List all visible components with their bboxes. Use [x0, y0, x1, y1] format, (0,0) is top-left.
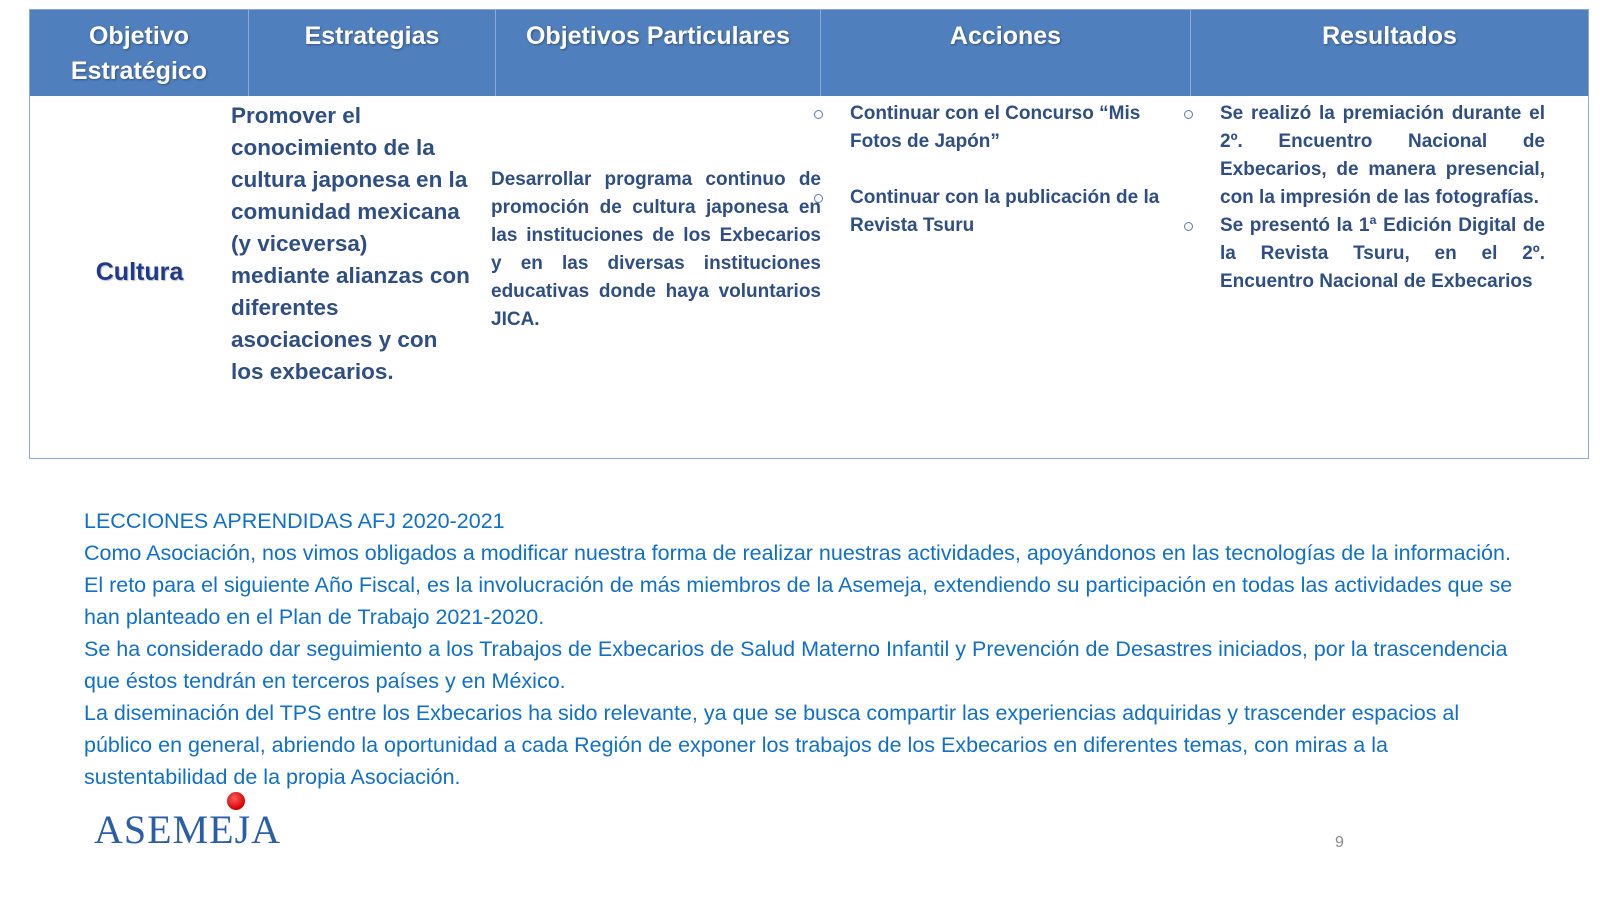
header-objetivo-estrategico: Objetivo Estratégico — [30, 10, 249, 96]
resultados-list — [1184, 100, 1545, 296]
accion-text: Continuar con la publicación de la Revista Tsuru — [850, 187, 1160, 236]
accion-text: Continuar con el Concurso “Mis Fotos de Japón” — [850, 103, 1141, 152]
lessons-section — [84, 505, 1514, 793]
list-item — [1184, 212, 1545, 296]
header-acciones: Acciones — [821, 10, 1191, 96]
lessons-paragraph: Como Asociación, nos vimos obligados a modificar nuestra forma de realizar nuestras actividades, apoyándonos en las tecnologías de la información. El reto para el siguiente Año Fiscal, es la involucración de más miembros de la Asemeja, extendiendo su participación en todas las actividades que se han planteado en el Plan de Trabajo 2021-2020. — [84, 541, 1513, 629]
estrategia-text: Promover el conocimiento de la cultura japonesa en la comunidad mexicana (y viceversa) mediante alianzas con diferentes asociaciones y con los exbecarios. — [231, 103, 470, 384]
asemeja-logo — [90, 792, 282, 862]
acciones-list — [814, 100, 1166, 268]
header-objetivos-particulares: Objetivos Particulares — [496, 10, 821, 96]
header-estrategias: Estrategias — [249, 10, 496, 96]
logo-text: ASEMEJA — [94, 807, 282, 852]
lessons-paragraph: Se ha considerado dar seguimiento a los Trabajos de Exbecarios de Salud Materno Infantil y Prevención de Desastres iniciados, por la trascendencia que éstos tendrán en terceros países y en México. — [84, 637, 1508, 693]
list-item — [814, 100, 1166, 156]
list-item — [1184, 100, 1545, 212]
objetivo-particular-text: Desarrollar programa continuo de promoción de cultura japonesa en las instituciones de los Exbecarios y en las diversas instituciones educativas donde haya voluntarios JICA. — [491, 169, 821, 330]
resultado-text: Se presentó la 1ª Edición Digital de la Revista Tsuru, en el 2º. Encuentro Nacional de Exbecarios — [1220, 215, 1545, 292]
list-item — [814, 184, 1166, 240]
hollow-bullet-icon — [1184, 222, 1193, 231]
lessons-title: LECCIONES APRENDIDAS AFJ 2020-2021 — [84, 509, 505, 533]
resultado-text: Se realizó la premiación durante el 2º. Encuentro Nacional de Exbecarios, de manera presencial, con la impresión de las fotografías. — [1220, 103, 1545, 208]
hollow-bullet-icon — [1184, 110, 1193, 119]
hollow-bullet-icon — [814, 194, 823, 203]
objetivo-value: Cultura — [95, 257, 184, 286]
hollow-bullet-icon — [814, 110, 823, 119]
header-resultados: Resultados — [1322, 22, 1457, 50]
lessons-paragraph: La diseminación del TPS entre los Exbecarios ha sido relevante, ya que se busca compartir las experiencias adquiridas y trascender espacios al público en general, abriendo la oportunidad a cada Región de exponer los trabajos de los Exbecarios en diferentes temas, con miras a la sustentabilidad de la propia Asociación. — [84, 701, 1460, 789]
objetivo-cell — [30, 96, 249, 458]
table-header-row — [30, 10, 1588, 96]
page-number: 9 — [1335, 834, 1344, 851]
